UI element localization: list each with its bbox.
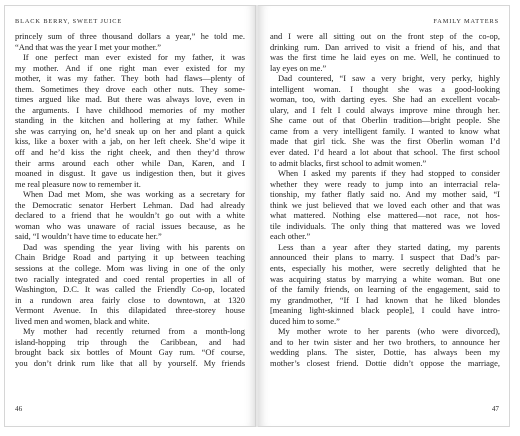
text-line: [meaning light-skinned black people], I could have intro- xyxy=(270,305,500,316)
text-line: brought back six bottles of Mount Gay rum. “Of course, xyxy=(15,347,245,358)
text-line: she was carrying on, he’d sneak up on her and plant a quick xyxy=(15,125,245,136)
text-line: tile individuals. The only thing that mattered was we loved xyxy=(270,220,500,231)
text-line: them. Sometimes they drove each other nuts. They some- xyxy=(15,83,245,94)
text-line: woman who was unaware of racial issues because, as he xyxy=(15,220,245,231)
text-line: moaned in disgust. It gave us indigestion then, but it gives xyxy=(15,168,245,179)
text-line: Washington, D.C. It was called the Friendly Co-op, located xyxy=(15,284,245,295)
text-line: lay eyes on me.” xyxy=(270,62,327,73)
text-line: think we just believed that we loved each other and that was xyxy=(270,199,500,210)
text-line: woman, too, with darting eyes. She had an excellent vocab- xyxy=(270,94,500,105)
page-number-left: 46 xyxy=(15,405,23,413)
text-line: whether they were ready to jump into an interracial rela- xyxy=(270,178,500,189)
text-line: When Dad met Mom, she was working as a secretary for xyxy=(23,189,245,200)
text-line: standing in the kitchen and hollering at my father. While xyxy=(15,115,245,126)
text-line: kiss, like a boxer with a jab, on her left cheek. She’d wipe it xyxy=(15,136,245,147)
text-line: declared to a friend that he wouldn’t go out with a white xyxy=(15,210,245,221)
text-line: wedding plans. The sister, Dottie, has always been my xyxy=(270,347,500,358)
text-line: was acquiring status by marrying a white woman. But one xyxy=(270,273,500,284)
text-line: to admit blacks, first school to admit women.” xyxy=(270,157,427,168)
text-line: When I asked my parents if they had stopped to consider xyxy=(278,168,500,179)
right-page xyxy=(258,5,510,427)
text-line: intelligent woman. I thought she was a good-looking xyxy=(270,83,500,94)
text-line: ever dated. I’d heard a lot about that school. The first school xyxy=(270,147,500,158)
text-line: each other.” xyxy=(270,231,311,242)
text-line: Chain Bridge Road and partying it up between teaching xyxy=(15,252,245,263)
text-line: lived men and women, black and white. xyxy=(15,315,150,326)
text-line: my grandmother, “If I had known that he liked blondes xyxy=(270,294,500,305)
text-line: me real pleasure now to remember it. xyxy=(15,178,141,189)
text-line: the arguments. I have childhood memories of my mother xyxy=(15,104,245,115)
text-line: made that girl tick. She was the first Oberlin woman I’d xyxy=(270,136,500,147)
text-line: ents, especially his mother, were secretly delighted that he xyxy=(270,263,500,274)
text-line: my mother. And if one right man ever existed for my xyxy=(15,62,245,73)
text-line: “And that was the year I met your mother.” xyxy=(15,41,161,52)
page-number-right: 47 xyxy=(491,405,499,413)
left-page-body xyxy=(15,31,245,369)
running-head-right: FAMILY MATTERS xyxy=(433,18,499,25)
running-head-left: BLACK BERRY, SWEET JUICE xyxy=(15,18,123,25)
text-line: two racially integrated and coed rental properties in all of xyxy=(15,273,245,284)
text-line: and to her twin sister and her two brothers, to announce her xyxy=(270,336,500,347)
right-page-body xyxy=(270,31,500,369)
text-line: island-hopping trip through the Caribbean, and had xyxy=(15,336,245,347)
text-line: and I were all sitting out on the front step of the co-op, xyxy=(270,31,500,41)
text-line: Vermont Avenue. In this dilapidated three-storey house xyxy=(15,305,245,316)
text-line: times argued like mad. But there was always love, even in xyxy=(15,94,245,105)
text-line: mother, it was my father. They both had flaws—plenty of xyxy=(15,73,245,84)
text-line: in a rundown area fairly close to downtown, at 1320 xyxy=(15,294,245,305)
text-line: of the family friends, on learning of the engagement, said to xyxy=(270,284,500,295)
text-line: off and he’d kiss the right cheek, and then they’d throw xyxy=(15,147,245,158)
text-line: came from a very intelligent family. I wanted to know what xyxy=(270,125,500,136)
left-page xyxy=(4,5,256,427)
text-line: sessions at the college. Mom was living in one of the only xyxy=(15,263,245,274)
text-line: She came out of that Oberlin tradition—bright people. She xyxy=(270,115,500,126)
text-line: princely sum of three thousand dollars a year,” he told me. xyxy=(15,31,245,41)
text-line: said, “I wouldn’t have time to educate her.” xyxy=(15,231,162,242)
text-line: Dad was spending the year living with his parents on xyxy=(23,241,245,252)
text-line: duced him to some.” xyxy=(270,315,340,326)
text-line: My mother wrote to her parents (who were divorced), xyxy=(278,326,500,337)
text-line: the Democratic senator Herbert Lehman. Dad had already xyxy=(15,199,245,210)
text-line: ulary, and I felt I could always improve mine through her. xyxy=(270,104,500,115)
text-line: Less than a year after they started dating, my parents xyxy=(278,241,500,252)
text-line: My mother had recently returned from a month-long xyxy=(23,326,245,337)
text-line: mother’s closest friend. Dottie didn’t oppose the marriage, xyxy=(270,357,500,368)
text-line: announced their plans to marry. I suspect that Dad’s par- xyxy=(270,252,500,263)
text-line: If one perfect man ever existed for my father, it was xyxy=(23,52,245,63)
text-line: drinking rum. Dan arrived to visit a friend of his, and that xyxy=(270,41,500,52)
text-line: their arms around each other while Dan, Karen, and I xyxy=(15,157,245,168)
text-line: you don’t drink rum like that all by yourself. My friends xyxy=(15,357,245,368)
text-line: tionship, my father flatly said no. And my mother said, “I xyxy=(270,189,500,200)
text-line: was the first time he laid eyes on me. Well, he continued to xyxy=(270,52,500,63)
text-line: Dad countered, “I saw a very bright, very perky, highly xyxy=(278,73,500,84)
text-line: what mattered. Nothing else mattered—not race, not hos- xyxy=(270,210,500,221)
